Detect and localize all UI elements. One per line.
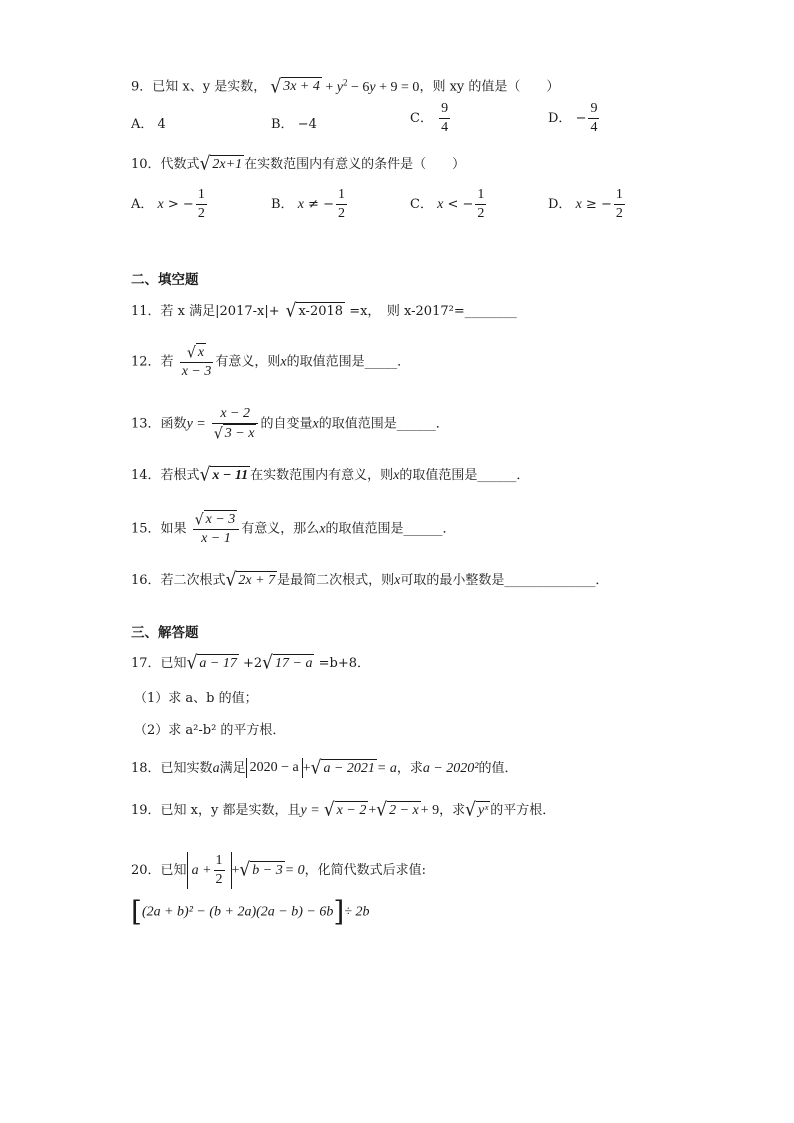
fraction: $\frac{√ x}{x - 3}$ <box>181 343 212 379</box>
fraction: $\frac{√ x - 3}{x - 1}$ <box>193 510 240 548</box>
option-c: C． x < − $\frac{1}{2}$ <box>410 187 485 221</box>
section-heading: 二、填空题 <box>131 272 199 288</box>
option-b: B． −4 <box>271 117 317 132</box>
expression: [(2a + b)² − (b + 2a)(2a − b) − 6b]÷ 2b <box>131 895 370 928</box>
section-heading: 三、解答题 <box>131 625 199 641</box>
option-d: D． − $\frac{9}{4}$ <box>548 101 598 135</box>
sub-question: （2）求 a²-b² 的平方根． <box>134 723 286 738</box>
question-9: 9．已知 x、y 是实数， √ $3x + 4 + y^2 - 6y + 9 = 0$，则 xy 的值是（ ） <box>131 75 560 98</box>
question-18: 18．已知实数a满足 2020 − a +√ a − 2021 = a，求a − 2020²的值． <box>131 757 518 779</box>
question-14: 14．若根式√ x − 11 在实数范围内有意义，则x的取值范围是______． <box>131 464 530 486</box>
question-17: 17．已知√ a − 17 +2√ 17 − a =b+8． <box>131 652 370 674</box>
question-16: 16．若二次根式√ 2x + 7 是最简二次根式，则x可取的最小整数是______________． <box>131 569 609 591</box>
question-text: 已知 x、y 是实数， <box>152 79 267 95</box>
option-c: C． $\frac{9}{4}$ <box>410 101 449 135</box>
radical: √ x − 11 <box>199 464 249 486</box>
radical: √ 2x + 7 <box>225 569 276 591</box>
option-b: B． x ≠ − $\frac{1}{2}$ <box>271 187 345 221</box>
radical: √ 3x + 4 <box>270 75 320 98</box>
option-a: A． x > − $\frac{1}{2}$ <box>131 187 205 221</box>
question-number: 10． <box>131 156 161 172</box>
question-10: 10．代数式√ 2x+1 在实数范围内有意义的条件是（ ） <box>131 153 466 175</box>
question-15: 15．如果 $\frac{√ x - 3}{x - 1}$ 有意义，那么x的取值范围是______． <box>131 510 456 546</box>
question-text: ，则 xy 的值是（ ） <box>419 79 560 95</box>
radical: √ x-2018 <box>285 300 344 322</box>
question-11: 11．若 x 满足|2017-x|+ √ x-2018 =x， 则 x-2017²=________ <box>131 300 517 322</box>
radical: √ 2x+1 <box>199 153 243 175</box>
question-13: 13．函数y = $\frac{x - 2}{√ 3 - x}$ 的自变量x的取值范围是______． <box>131 406 449 443</box>
question-number: 9． <box>131 79 153 95</box>
question-12: 12．若 $\frac{√ x}{x - 3}$ 有意义，则x的取值范围是_____． <box>131 343 411 379</box>
question-20: 20．已知 a + $\frac{1}{2}$ +√ b − 3 = 0，化简代数式后求值: <box>131 853 427 887</box>
option-a: A． 4 <box>131 117 166 132</box>
option-d: D． x ≥ − $\frac{1}{2}$ <box>548 187 623 221</box>
question-19: 19．已知 x，y 都是实数，且y = √ x − 2 +√ 2 − x + 9，求√ yˣ 的平方根． <box>131 799 556 821</box>
fraction: $\frac{x - 2}{√ 3 - x}$ <box>212 405 259 443</box>
sub-question: （1）求 a、b 的值； <box>134 691 258 706</box>
